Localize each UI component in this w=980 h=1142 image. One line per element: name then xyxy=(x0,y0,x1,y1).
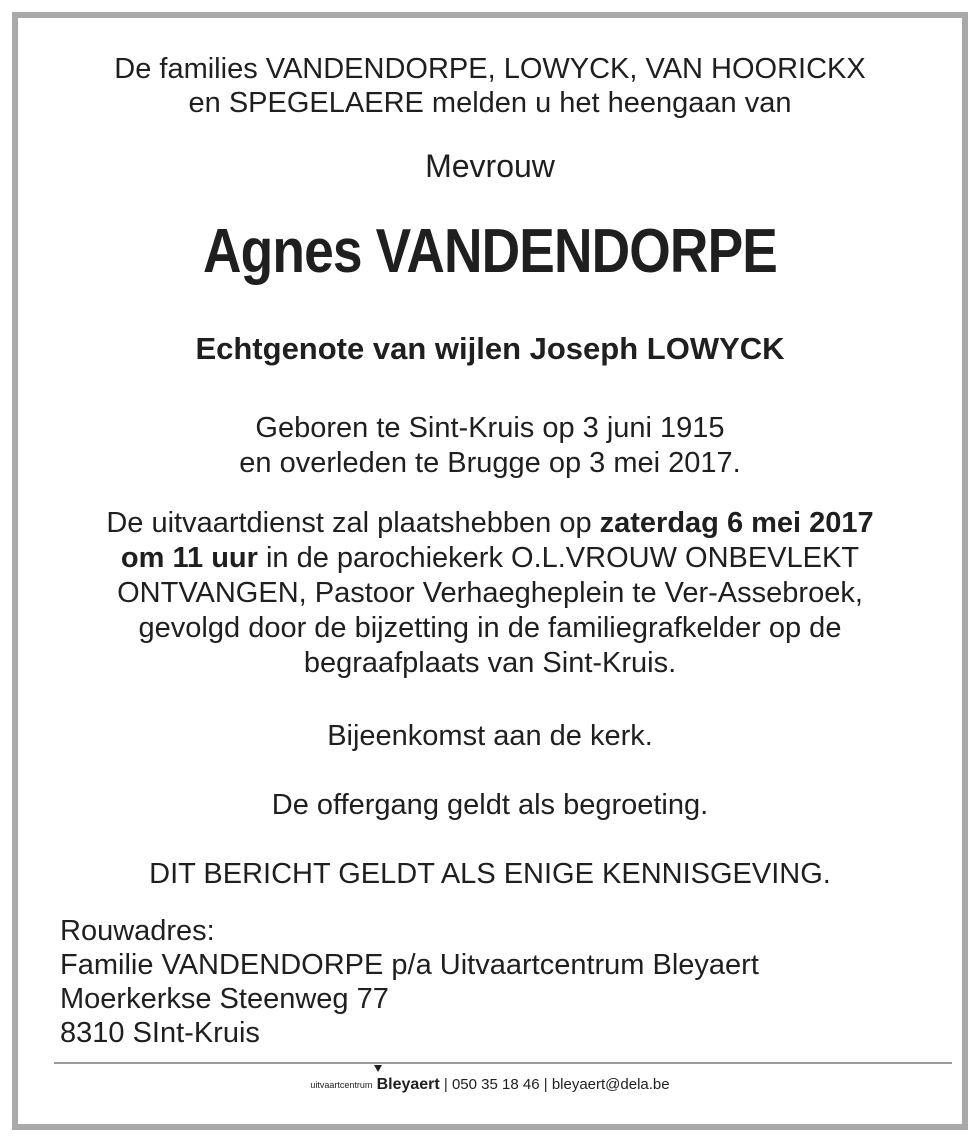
brand-prefix: uitvaartcentrum xyxy=(310,1080,373,1090)
service-church: in de parochiekerk O.L.VROUW ONBEVLEKT xyxy=(257,542,860,574)
email-address: bleyaert@dela.be xyxy=(551,1076,670,1093)
address-label: Rouwadres: xyxy=(60,915,215,947)
service-line-3: ONTVANGEN, Pastoor Verhaegheplein te Ver-Assebroek, xyxy=(117,577,863,609)
service-line-1 xyxy=(18,506,962,541)
separator-1: | xyxy=(443,1076,448,1093)
phone-number: 050 35 18 46 xyxy=(451,1076,540,1093)
address-line-1: Familie VANDENDORPE p/a Uitvaartcentrum Bleyaert xyxy=(60,949,759,981)
intro-line-2: en SPEGELAERE melden u het heengaan van xyxy=(188,87,792,119)
service-time: om 11 uur xyxy=(120,542,258,574)
spouse-line: Echtgenote van wijlen Joseph LOWYCK xyxy=(195,331,785,366)
triangle-icon xyxy=(374,1065,382,1072)
brand-logo xyxy=(377,1076,440,1093)
footer-divider xyxy=(54,1062,952,1064)
birth-line: Geboren te Sint-Kruis op 3 juni 1915 xyxy=(255,412,725,444)
separator-2: | xyxy=(543,1076,548,1093)
brand-name: Bleyaert xyxy=(376,1076,440,1093)
service-line-5: begraafplaats van Sint-Kruis. xyxy=(303,647,677,679)
obituary-card xyxy=(12,12,968,1130)
service-line-4: gevolgd door de bijzetting in de familiegrafkelder op de xyxy=(138,612,842,644)
life-dates xyxy=(18,411,962,481)
intro-line-1: De families VANDENDORPE, LOWYCK, VAN HOORICKX xyxy=(114,53,866,85)
salutation: Mevrouw xyxy=(425,148,555,184)
service-date: zaterdag 6 mei 2017 xyxy=(599,507,874,539)
deceased-name: Agnes VANDENDORPE xyxy=(203,217,777,286)
address-line-3: 8310 SInt-Kruis xyxy=(60,1017,260,1049)
mourning-address xyxy=(60,914,759,1050)
gathering-note: Bijeenkomst aan de kerk. xyxy=(327,720,653,752)
notice-line: DIT BERICHT GELDT ALS ENIGE KENNISGEVING. xyxy=(149,858,831,890)
funeral-home-footer xyxy=(18,1076,962,1094)
offering-note: De offergang geldt als begroeting. xyxy=(271,789,709,821)
address-line-2: Moerkerkse Steenweg 77 xyxy=(60,983,389,1015)
service-intro: De uitvaartdienst zal plaatshebben op xyxy=(106,507,600,539)
death-line: en overleden te Brugge op 3 mei 2017. xyxy=(239,447,741,479)
announcement-intro xyxy=(18,52,962,120)
funeral-service xyxy=(18,506,962,681)
service-line-2 xyxy=(18,541,962,576)
